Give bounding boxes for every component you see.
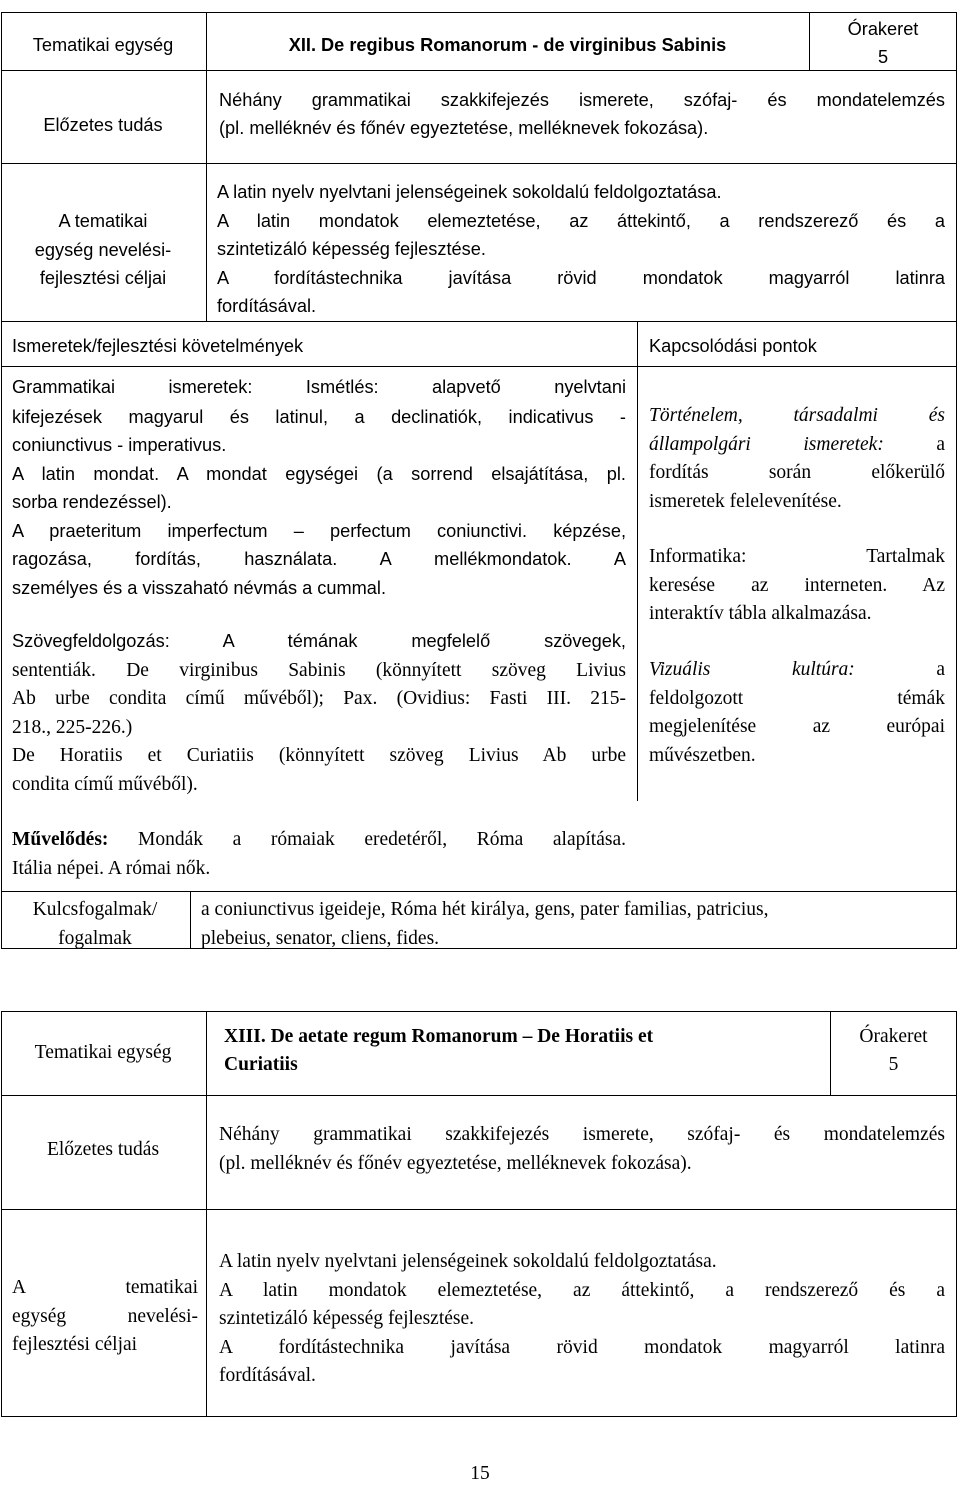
key-concepts-text: a coniunctivus igeideje, Róma hét királya, gens, pater familias, patricius, plebeius, senator, cliens, fides. xyxy=(201,899,769,949)
prior-knowledge-label: Előzetes tudás xyxy=(46,1139,160,1160)
connections-visual: Vizuális kultúra: a feldolgozott témák megjelenítése az európai művészetben. xyxy=(649,659,945,766)
divider xyxy=(1,321,957,322)
divider xyxy=(190,891,191,949)
hours-label: Órakeret xyxy=(847,19,919,39)
culture-label: Művelődés: xyxy=(12,829,109,850)
connections-header: Kapcsolódási pontok xyxy=(649,336,817,356)
divider xyxy=(206,1011,207,1417)
hours-value: 5 xyxy=(877,47,889,67)
unit-title: XII. De regibus Romanorum - de virginibus Sabinis xyxy=(288,35,727,55)
connections-history: Történelem, társadalmi és állampolgári ismeretek: a fordítás során előkerülő ismeretek felelevenítése. xyxy=(649,405,946,512)
thematic-unit-label: Tematikai egység xyxy=(32,35,174,55)
divider xyxy=(1,891,957,892)
grammar-label: Grammatikai ismeretek xyxy=(12,377,248,397)
goals-text: A latin nyelv nyelvtani jelenségeinek sokoldalú feldolgoztatása. A latin mondatok elemeztetése, az áttekintő, a rendszerező és a szintetizáló képesség fejlesztése. A fordítástechnika javítása rövid mondatok magyarról latinra fordításával. xyxy=(217,182,945,316)
connections-informatics: Informatika: Tartalmak keresése az interneten. Az interaktív tábla alkalmazása. xyxy=(649,546,945,624)
divider xyxy=(206,163,207,321)
divider xyxy=(637,321,638,801)
prior-knowledge-text: Néhány grammatikai szakkifejezés ismerete, szófaj- és mondatelemzés (pl. melléknév és főnév egyeztetése, melléknevek fokozása). xyxy=(219,90,945,138)
culture-block: Művelődés: Mondák a rómaiak eredetéről, Róma alapítása. Itália népei. A római nők. xyxy=(12,829,626,879)
text-processing-block: Szövegfeldolgozás: A témának megfelelő szövegek, sententiák. De virginibus Sabinis (könnyített szöveg Livius Ab urbe condita című művéből); Pax. (Ovidius: Fasti III. 215- 218., 225-226.) De Horatiis et Curiatiis (könnyített szöveg Livius Ab urbe condita című művéből). xyxy=(12,631,626,795)
goals-label: A tematikai egység nevelési- fejlesztési céljai xyxy=(12,1277,198,1355)
text-processing-label: Szövegfeldolgozás xyxy=(12,631,165,651)
prior-knowledge-label: Előzetes tudás xyxy=(43,115,163,135)
page-number: 15 xyxy=(470,1463,490,1484)
goals-label: A tematikai egység nevelési- fejlesztési céljai xyxy=(34,211,172,288)
divider xyxy=(1,1209,957,1210)
hours-value: 5 xyxy=(888,1054,899,1075)
requirements-header: Ismeretek/fejlesztési követelmények xyxy=(12,336,304,356)
thematic-unit-label: Tematikai egység xyxy=(34,1042,172,1063)
divider xyxy=(1,163,957,164)
goals-text: A latin nyelv nyelvtani jelenségeinek sokoldalú feldolgoztatása. A latin mondatok elemeztetése, az áttekintő, a rendszerező és a szintetizáló képesség fejlesztése. A fordítástechnika javítása rövid mondatok magyarról latinra fordításával. xyxy=(219,1251,945,1386)
hours-label: Órakeret xyxy=(859,1026,928,1047)
key-concepts-label: Kulcsfogalmak/ fogalmak xyxy=(32,899,158,949)
grammar-block: Grammatikai ismeretek: Ismétlés: alapvető nyelvtani kifejezések magyarul és latinul, a declinatiók, indicativus - coniunctivus - imperativus. A latin mondat. A mondat egységei (a sorrend elsajátítása, pl. sorba rendezéssel). A praeteritum imperfectum – perfectum coniunctivi. képzése, ragozása, fordítás, használata. A mellékmondatok. A személyes és a visszaható névmás a cummal. xyxy=(12,377,626,598)
unit-title: XIII. De aetate regum Romanorum – De Horatiis et Curiatiis xyxy=(224,1026,654,1075)
divider xyxy=(1,366,957,367)
prior-knowledge-text: Néhány grammatikai szakkifejezés ismerete, szófaj- és mondatelemzés (pl. melléknév és főnév egyeztetése, melléknevek fokozása). xyxy=(219,1124,945,1174)
divider xyxy=(1,1095,957,1096)
